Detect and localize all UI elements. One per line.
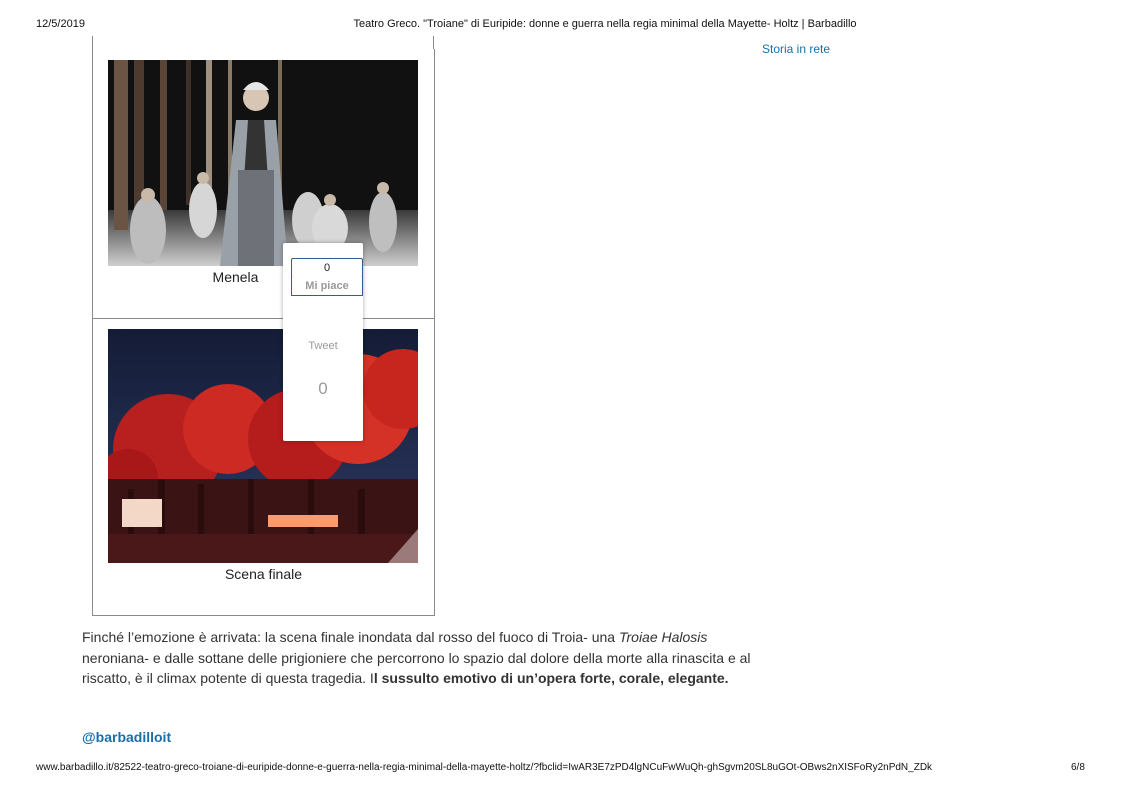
figure-caption: Scena finale	[224, 566, 303, 582]
tweet-button[interactable]: Tweet	[308, 340, 338, 352]
social-share-widget	[283, 243, 363, 441]
figure-border-stub	[92, 36, 93, 49]
article-text-italic: Troiae Halosis	[618, 629, 708, 645]
article-paragraph	[82, 627, 752, 689]
sidebar-link-storia-in-rete[interactable]: Storia in rete	[762, 42, 831, 56]
article-text: neroniana- e dalle sottane delle prigioniere che percorrono lo spazio dal dolore della morte alla rinascita e al riscatto, è il climax potente di questa tragedia. I	[82, 649, 751, 686]
facebook-like-count: 0	[291, 258, 363, 278]
print-url: www.barbadillo.it/82522-teatro-greco-troiane-di-euripide-donne-e-guerra-nella-regia-minimal-della-mayette-holtz/?fbclid=IwAR3E7zPD4lgNCuFwWuQh-ghSgvm20SL8uGOt-OBws2nXISFoRy2nPdN_ZDk	[36, 762, 933, 773]
stage-photo-scena-finale	[108, 329, 418, 563]
twitter-handle-link[interactable]: @barbadilloit	[82, 729, 172, 745]
article-text-bold: l sussulto emotivo di un’opera forte, corale, elegante.	[373, 670, 729, 686]
figure-border-stub	[433, 36, 434, 49]
print-page-title: Teatro Greco. "Troiane" di Euripide: donne e guerra nella regia minimal della Mayette- Holtz | Barbadillo	[353, 18, 857, 30]
tweet-count: 0	[318, 379, 328, 398]
figure-scena-finale	[92, 319, 435, 616]
stage-photo-scena-finale-image	[108, 329, 418, 563]
figure-menelao	[92, 49, 435, 319]
stage-photo-menelao	[108, 60, 418, 266]
print-date: 12/5/2019	[36, 18, 85, 30]
figure-caption: Menela	[212, 269, 259, 285]
article-text: Finché l’emozione è arrivata: la scena finale inondata dal rosso del fuoco di Troia- una	[82, 629, 619, 645]
print-page-number: 6/8	[1071, 762, 1085, 773]
facebook-like-button[interactable]: Mi piace	[291, 277, 363, 296]
stage-photo-menelao-image	[108, 60, 418, 266]
